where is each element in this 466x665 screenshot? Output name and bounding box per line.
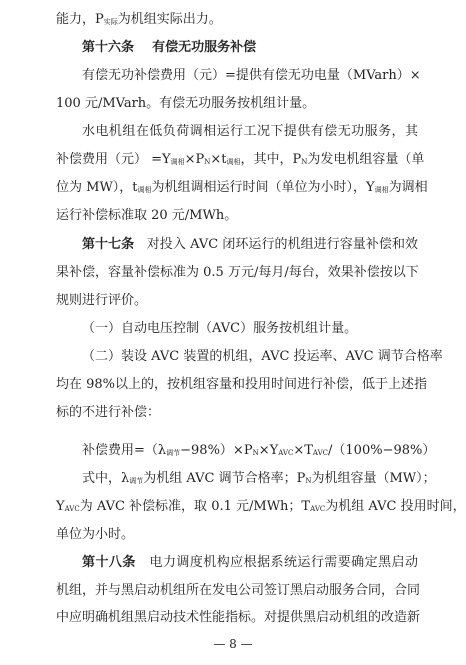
article-16-heading	[82, 38, 418, 58]
text-line: 单位为小时。	[56, 527, 135, 542]
article-number: 第十八条	[82, 555, 136, 570]
article-17-heading: 第十七条 对投入 AVC 闭环运行的机组进行容量补偿和效	[82, 237, 418, 252]
text-line: 有偿无功补偿费用（元）=提供有偿无功电量（MVarh）×	[82, 68, 421, 83]
text-line: 规则进行评价。	[56, 293, 148, 308]
text-line: 水电机组在低负荷调相运行工况下提供有偿无功服务，其	[82, 124, 418, 139]
article-18-heading: 第十八条 电力调度机构应根据系统运行需要确定黑启动	[82, 555, 418, 570]
text-line: （一）自动电压控制（AVC）服务按机组计量。	[82, 321, 358, 336]
text-line: 式中，λ调节为机组 AVC 调节合格率；PN为机组容量（MW）；	[82, 471, 436, 486]
article-number: 第十七条	[82, 237, 135, 252]
text-line: YAVC为 AVC 补偿标准，取 0.1 元/MWh；TAVC为机组 AVC 投用时间，	[56, 499, 466, 514]
text-line: 位为 MW），t调相为机组调相运行时间（单位为小时），Y调相为调相	[56, 180, 428, 195]
text-line: 果补偿，容量补偿标准为 0.5 万元/每月/每台，效果补偿按以下	[56, 265, 419, 280]
text-line: 运行补偿标准取 20 元/MWh。	[56, 208, 238, 223]
text-line: 中应明确机组黑启动技术性能指标。对提供黑启动机组的改造新	[56, 610, 421, 625]
page-number: — 8 —	[213, 637, 253, 651]
text-line: 机组，并与黑启动机组所在发电公司签订黑启动服务合同，合同	[56, 583, 421, 598]
text-line: 100 元/MVarh。有偿无功服务按机组计量。	[56, 96, 316, 111]
text-line: （二）装设 AVC 装置的机组，AVC 投运率、AVC 调节合格率	[82, 349, 443, 364]
formula-line: 补偿费用（元） =Y调相×PN×t调相，其中，PN为发电机组容量（单	[56, 152, 425, 167]
article-title: 有偿无功服务补偿	[152, 40, 257, 55]
article-number: 第十六条	[82, 40, 135, 55]
formula-line: 补偿费用=（λ调节−98%）×PN×YAVC×TAVC/（100%−98%）	[82, 443, 436, 458]
text-line: 均在 98%以上的，按机组容量和投用时间进行补偿，低于上述指	[56, 377, 428, 392]
text-line: 标的不进行补偿：	[56, 405, 161, 420]
text-line: 能力，P实际为机组实际出力。	[56, 12, 222, 27]
